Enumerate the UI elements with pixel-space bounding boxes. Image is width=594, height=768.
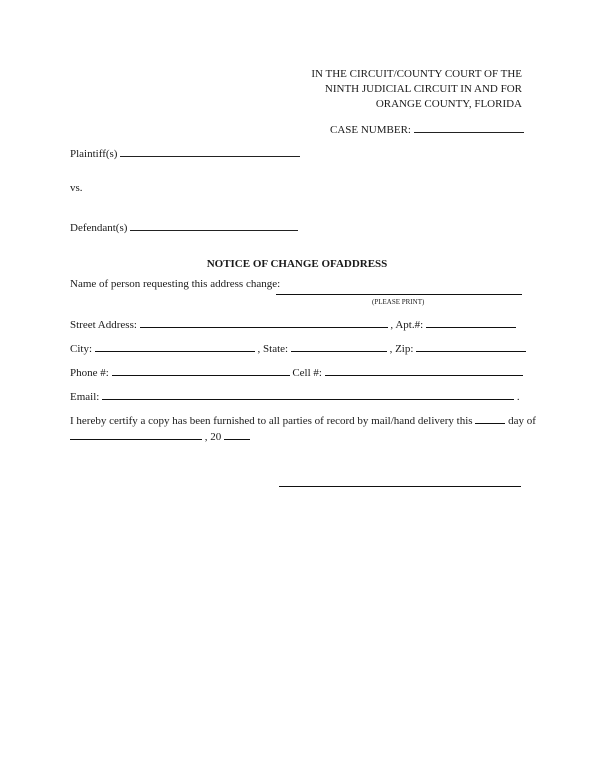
email-label: Email: [70, 391, 100, 403]
defendant-row [70, 220, 298, 234]
city-label: City: [70, 343, 93, 355]
day-of-label: day of [508, 415, 536, 427]
vs-label: vs. [70, 182, 83, 194]
case-number-field[interactable] [414, 122, 524, 133]
date-row [70, 429, 250, 443]
month-field[interactable] [70, 429, 202, 440]
email-end: . [516, 391, 520, 403]
cell-label: Cell #: [292, 367, 322, 379]
email-row [70, 389, 520, 403]
plaintiff-row [70, 146, 300, 160]
day-field[interactable] [475, 413, 505, 424]
requester-name-field[interactable] [276, 284, 522, 295]
page-title: NOTICE OF CHANGE OFADDRESS [206, 258, 388, 270]
requester-label: Name of person requesting this address change: [70, 278, 281, 290]
defendant-field[interactable] [130, 220, 298, 231]
court-header-line3: ORANGE COUNTY, FLORIDA [375, 98, 522, 110]
city-row [70, 341, 526, 355]
zip-label: , Zip: [389, 343, 414, 355]
phone-row [70, 365, 523, 379]
case-number-label: CASE NUMBER: [330, 124, 411, 136]
plaintiff-label: Plaintiff(s) [70, 148, 118, 160]
street-address-field[interactable] [140, 317, 388, 328]
court-header-line2: NINTH JUDICIAL CIRCUIT IN AND FOR [324, 83, 522, 95]
phone-field[interactable] [112, 365, 290, 376]
please-print-note: (PLEASE PRINT) [372, 298, 425, 306]
cell-field[interactable] [325, 365, 523, 376]
street-row [70, 317, 516, 331]
case-number-row [330, 122, 524, 136]
defendant-label: Defendant(s) [70, 222, 128, 234]
zip-field[interactable] [416, 341, 526, 352]
state-label: , State: [257, 343, 289, 355]
state-field[interactable] [291, 341, 387, 352]
phone-label: Phone #: [70, 367, 109, 379]
apt-field[interactable] [426, 317, 516, 328]
signature-line[interactable] [279, 476, 521, 487]
certify-text: I hereby certify a copy has been furnished to all parties of record by mail/hand delivery this [70, 415, 473, 427]
plaintiff-field[interactable] [120, 146, 300, 157]
apt-label: , Apt.#: [390, 319, 424, 331]
city-field[interactable] [95, 341, 255, 352]
street-label: Street Address: [70, 319, 137, 331]
year-field[interactable] [224, 429, 250, 440]
certify-row [70, 413, 536, 427]
court-header-line1: IN THE CIRCUIT/COUNTY COURT OF THE [311, 68, 522, 80]
email-field[interactable] [102, 389, 514, 400]
year-prefix: , 20 [204, 431, 222, 443]
